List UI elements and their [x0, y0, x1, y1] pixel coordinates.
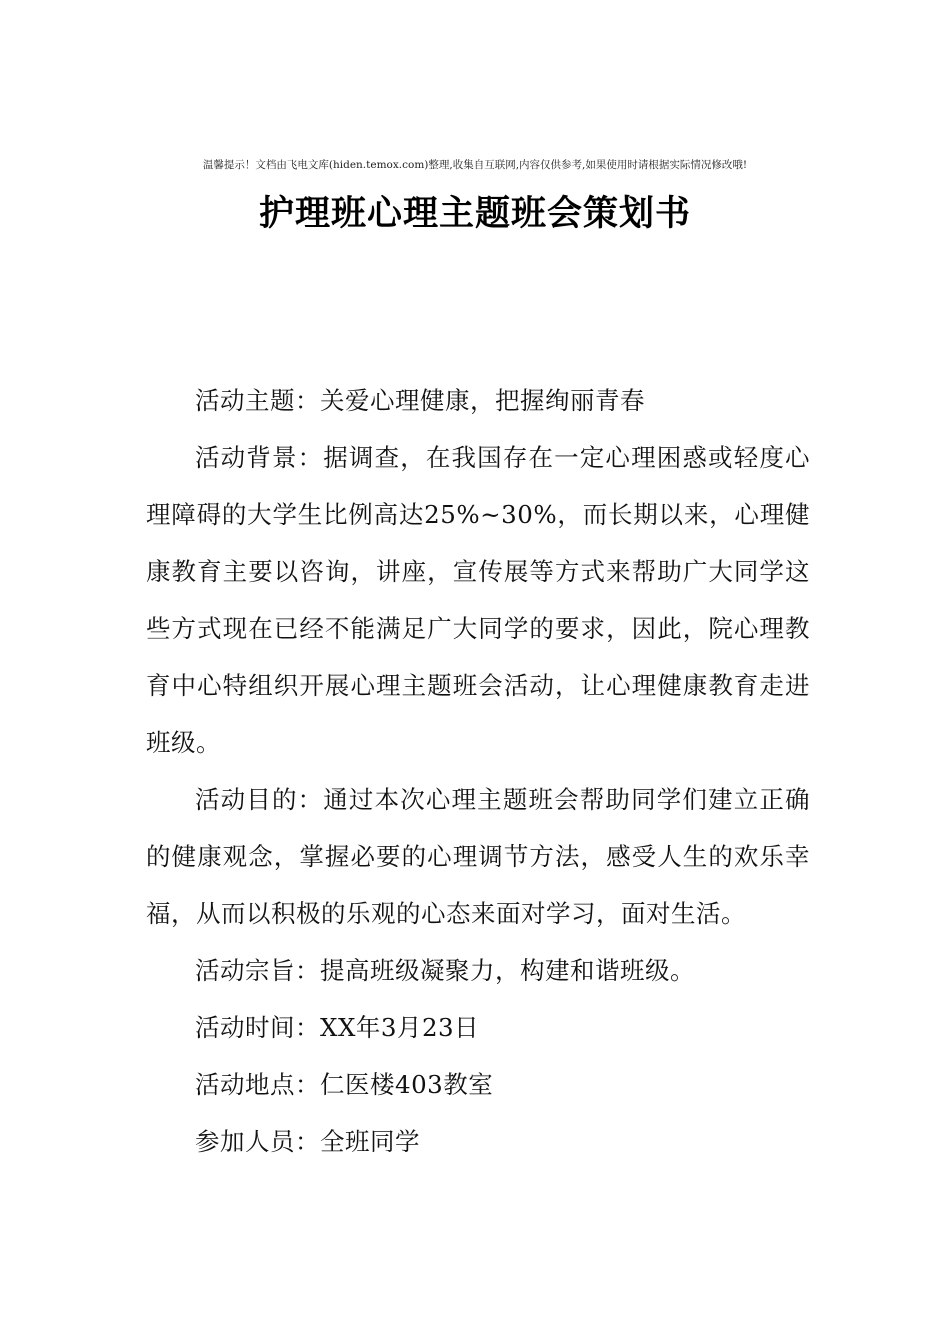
paragraph-aim: 活动宗旨：提高班级凝聚力，构建和谐班级。	[195, 956, 695, 985]
paragraph-location: 活动地点：仁医楼403教室	[195, 1070, 494, 1099]
document-body	[146, 372, 810, 1170]
paragraph-background: 活动背景：据调查，在我国存在一定心理困惑或轻度心理障碍的大学生比例高达25%~30%，而长期以来，心理健康教育主要以咨询，讲座，宣传展等方式来帮助广大同学这些方式现在已经不能满足广大同学的要求，因此，院心理教育中心特组织开展心理主题班会活动，让心理健康教育走进班级。	[146, 443, 810, 757]
paragraph-theme: 活动主题：关爱心理健康，把握绚丽青春	[195, 386, 645, 415]
header-notice: 温馨提示！文档由飞电文库(hiden.temox.com)整理,收集自互联网,内容仅供参考,如果使用时请根据实际情况修改哦!	[202, 159, 748, 171]
paragraph-participants: 参加人员：全班同学	[195, 1127, 420, 1156]
document-title: 护理班心理主题班会策划书	[258, 193, 691, 234]
paragraph-time: 活动时间：XX年3月23日	[195, 1013, 480, 1042]
paragraph-purpose: 活动目的：通过本次心理主题班会帮助同学们建立正确的健康观念，掌握必要的心理调节方法，感受人生的欢乐幸福，从而以积极的乐观的心态来面对学习，面对生活。	[146, 785, 810, 928]
